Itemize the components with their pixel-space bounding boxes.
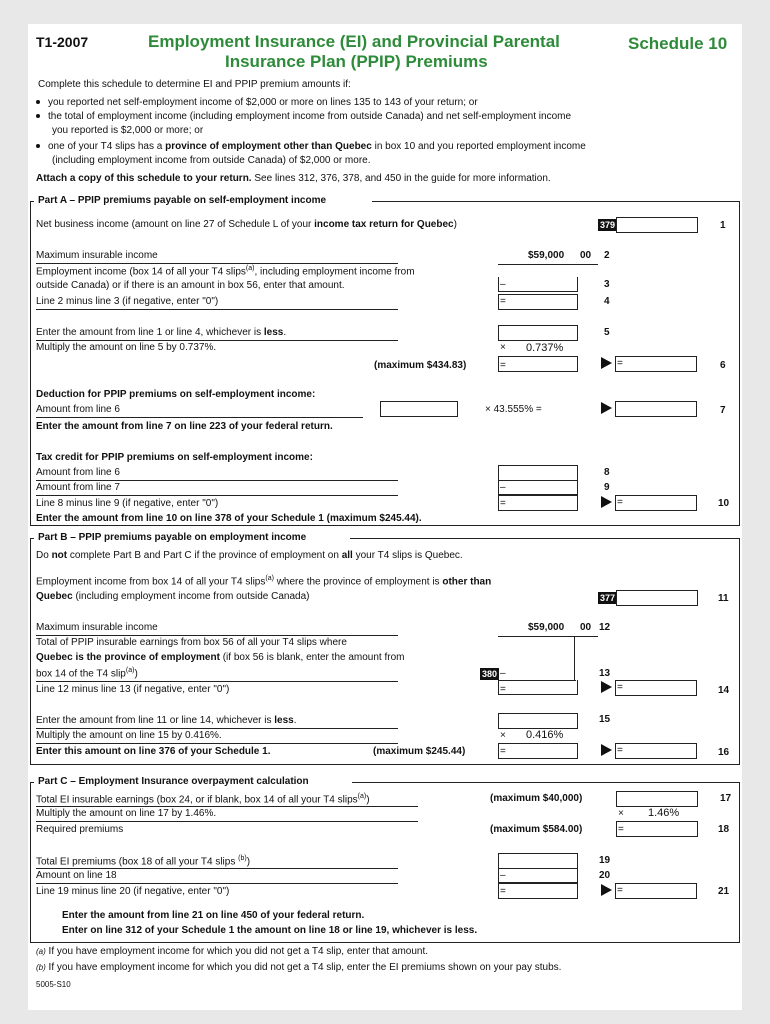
equals-sign: =	[500, 746, 506, 757]
line-number-19: 19	[599, 855, 611, 866]
line-21-calc[interactable]	[498, 883, 578, 899]
intro-bullet-3-cont: (including employment income from outside Canada) of $2,000 or more.	[52, 155, 371, 166]
line-7-amount-input[interactable]	[380, 401, 458, 417]
minus-sign: –	[500, 482, 506, 493]
line-number-13: 13	[599, 668, 611, 679]
footnote-a: (a) If you have employment income for which you did not get a T4 slip, enter that amount.	[36, 946, 429, 957]
line-number-16: 16	[718, 747, 730, 758]
line-number-10: 10	[718, 498, 730, 509]
rate-146: 1.46%	[648, 807, 680, 819]
line-14-label: Line 12 minus line 13 (if negative, enter "0")	[36, 684, 230, 695]
line-21-label: Line 19 minus line 20 (if negative, enter "0")	[36, 886, 230, 897]
line-6-label: Multiply the amount on line 5 by 0.737%.	[36, 342, 217, 353]
line-9-label: Amount from line 7	[36, 482, 120, 493]
max-line-18: (maximum $584.00)	[490, 824, 583, 835]
part-b-note: Do not complete Part B and Part C if the province of employment on all your T4 slips is Quebec.	[36, 550, 463, 561]
max-line-6: (maximum $434.83)	[374, 360, 467, 371]
line-15-label: Enter the amount from line 11 or line 14, whichever is less.	[36, 715, 297, 726]
line-7-instruction: Enter the amount from line 7 on line 223 of your federal return.	[36, 421, 333, 432]
attach-note: Attach a copy of this schedule to your return. See lines 312, 376, 378, and 450 in the guide for more information.	[36, 173, 551, 184]
line-3-label-b: outside Canada) or if there is an amount in box 56, enter that amount.	[36, 280, 345, 291]
line-number-21: 21	[718, 886, 730, 897]
arrow-icon	[601, 681, 612, 693]
line-12-value: $59,000	[528, 622, 565, 633]
equals-sign: =	[617, 885, 623, 896]
page-title-line1: Employment Insurance (EI) and Provincial Parental	[148, 32, 560, 51]
line-11-label-a: Employment income from box 14 of all your T4 slips$^{(a)}$ where the province of employment is other than	[36, 575, 492, 588]
max-line-16: (maximum $245.44)	[373, 746, 466, 757]
form-code: 5005-S10	[36, 980, 71, 989]
line-number-15: 15	[599, 714, 611, 725]
equals-sign: =	[500, 684, 506, 695]
line-16-input[interactable]	[615, 743, 697, 759]
line-1-label: Net business income (amount on line 27 of Schedule L of your income tax return for Quebec)	[36, 219, 457, 230]
equals-sign: =	[500, 360, 506, 371]
line-16-calc[interactable]	[498, 743, 578, 759]
minus-sign: –	[500, 870, 506, 881]
line-number-20: 20	[599, 870, 611, 881]
line-10-calc[interactable]	[498, 495, 578, 511]
line-10-instruction: Enter the amount from line 10 on line 378 of your Schedule 1 (maximum $245.44).	[36, 513, 422, 524]
equals-sign: =	[500, 296, 506, 307]
code-377: 377	[600, 593, 616, 603]
line-18-19-instruction: Enter on line 312 of your Schedule 1 the amount on line 18 or line 19, whichever is less.	[62, 925, 478, 936]
arrow-icon	[601, 744, 612, 756]
line-number-2: 2	[604, 250, 610, 261]
equals-sign: =	[617, 682, 623, 693]
line-14-calc[interactable]	[498, 680, 578, 695]
tax-credit-title: Tax credit for PPIP premiums on self-employment income:	[36, 452, 313, 463]
line-21-input[interactable]	[615, 883, 697, 899]
line-number-8: 8	[604, 467, 610, 478]
line-5-input[interactable]	[498, 325, 578, 341]
rate-0737: 0.737%	[526, 342, 564, 354]
arrow-icon	[601, 402, 612, 414]
multiply-sign: ×	[618, 808, 624, 819]
line-11-label-b: Quebec (including employment income from outside Canada)	[36, 591, 310, 602]
line-7-input[interactable]	[615, 401, 697, 417]
line-12-cents: 00	[580, 622, 592, 633]
line-16-instruction: Enter this amount on line 376 of your Schedule 1.	[36, 746, 271, 757]
equals-sign: =	[500, 498, 506, 509]
line-8-label: Amount from line 6	[36, 467, 120, 478]
line-7-label: Amount from line 6	[36, 404, 120, 415]
arrow-icon	[601, 357, 612, 369]
line-9-input[interactable]	[498, 480, 578, 495]
arrow-icon	[601, 884, 612, 896]
form-page	[28, 24, 742, 1010]
arrow-icon	[601, 496, 612, 508]
line-20-input[interactable]	[498, 868, 578, 883]
line-15-input[interactable]	[498, 713, 578, 729]
line-number-11: 11	[718, 593, 729, 604]
line-number-14: 14	[718, 685, 730, 696]
line-13-label-b: Quebec is the province of employment (if box 56 is blank, enter the amount from	[36, 652, 405, 663]
intro-bullet-2: the total of employment income (including employment income from outside Canada) and net self-employment income	[36, 111, 571, 122]
line-16-label: Multiply the amount on line 15 by 0.416%.	[36, 730, 222, 741]
line-number-9: 9	[604, 482, 610, 493]
line-20-label: Amount on line 18	[36, 870, 117, 881]
line-13-label-c: box 14 of the T4 slip$^{(a)}$)	[36, 667, 138, 680]
line-number-5: 5	[604, 327, 610, 338]
line-8-input[interactable]	[498, 465, 578, 481]
line-3-input[interactable]	[498, 277, 578, 292]
rate-43555: × 43.555% =	[485, 404, 542, 415]
part-b-title: Part B – PPIP premiums payable on employment income	[38, 532, 307, 543]
line-number-18: 18	[718, 824, 730, 835]
line-6-calc[interactable]	[498, 356, 578, 372]
line-17-multiply-label: Multiply the amount on line 17 by 1.46%.	[36, 808, 217, 819]
line-4-label: Line 2 minus line 3 (if negative, enter "0")	[36, 296, 219, 307]
page-title-line2: Insurance Plan (PPIP) Premiums	[225, 52, 488, 71]
line-2-label: Maximum insurable income	[36, 250, 158, 261]
line-number-12: 12	[599, 622, 611, 633]
part-c-title: Part C – Employment Insurance overpayment calculation	[38, 776, 309, 787]
line-13-label-a: Total of PPIP insurable earnings from box 56 of all your T4 slips where	[36, 637, 347, 648]
line-6-input[interactable]	[615, 356, 697, 372]
minus-sign: –	[500, 279, 506, 290]
max-line-17: (maximum $40,000)	[490, 793, 583, 804]
intro-lead: Complete this schedule to determine EI and PPIP premium amounts if:	[38, 79, 351, 90]
line-17-input[interactable]	[616, 791, 698, 807]
form-id: T1-2007	[36, 34, 89, 50]
rate-0416: 0.416%	[526, 729, 564, 741]
line-19-label: Total EI premiums (box 18 of all your T4 slips $^{(b)}$)	[36, 855, 251, 868]
equals-sign: =	[617, 358, 623, 369]
line-number-6: 6	[720, 360, 726, 371]
intro-bullet-2-cont: you reported is $2,000 or more; or	[52, 125, 204, 136]
line-12-label: Maximum insurable income	[36, 622, 158, 633]
footnote-b: (b) If you have employment income for which you did not get a T4 slip, enter the EI premiums shown on your pay stubs.	[36, 962, 562, 973]
line-1-input[interactable]	[616, 217, 698, 233]
equals-sign: =	[617, 497, 623, 508]
line-number-3: 3	[604, 279, 610, 290]
line-14-input[interactable]	[615, 680, 697, 696]
code-380: 380	[482, 669, 498, 679]
line-3-label-a: Employment income (box 14 of all your T4 slips$^{(a)}$, including employment income from	[36, 265, 415, 278]
line-4-input[interactable]	[498, 294, 578, 310]
line-11-input[interactable]	[616, 590, 698, 606]
line-10-label: Line 8 minus line 9 (if negative, enter "0")	[36, 498, 219, 509]
intro-bullet-3: one of your T4 slips has a province of employment other than Quebec in box 10 and you reported employment income	[36, 141, 586, 152]
line-2-value: $59,000	[528, 250, 565, 261]
part-a-title: Part A – PPIP premiums payable on self-employment income	[38, 195, 327, 206]
line-2-cents: 00	[580, 250, 592, 261]
schedule-label: Schedule 10	[628, 34, 728, 53]
multiply-sign: ×	[500, 730, 506, 741]
line-17-label: Total EI insurable earnings (box 24, or if blank, box 14 of all your T4 slips$^{(a)}$)	[36, 793, 370, 806]
multiply-sign: ×	[500, 342, 506, 353]
line-number-7: 7	[720, 405, 726, 416]
deduction-title: Deduction for PPIP premiums on self-employment income:	[36, 389, 316, 400]
line-21-instruction: Enter the amount from line 21 on line 450 of your federal return.	[62, 910, 365, 921]
line-5-label: Enter the amount from line 1 or line 4, whichever is less.	[36, 327, 287, 338]
intro-bullet-1: you reported net self-employment income of $2,000 or more on lines 135 to 143 of your return; or	[36, 97, 478, 108]
line-18-label: Required premiums	[36, 824, 124, 835]
line-19-input[interactable]	[498, 853, 578, 869]
line-number-1: 1	[720, 220, 726, 231]
line-number-17: 17	[720, 793, 732, 804]
code-379: 379	[600, 220, 616, 230]
equals-sign: =	[617, 745, 623, 756]
line-10-input[interactable]	[615, 495, 697, 511]
line-18-input[interactable]	[616, 821, 698, 837]
equals-sign: =	[500, 886, 506, 897]
line-number-4: 4	[604, 296, 610, 307]
equals-sign: =	[618, 824, 624, 835]
minus-sign: –	[500, 668, 506, 679]
